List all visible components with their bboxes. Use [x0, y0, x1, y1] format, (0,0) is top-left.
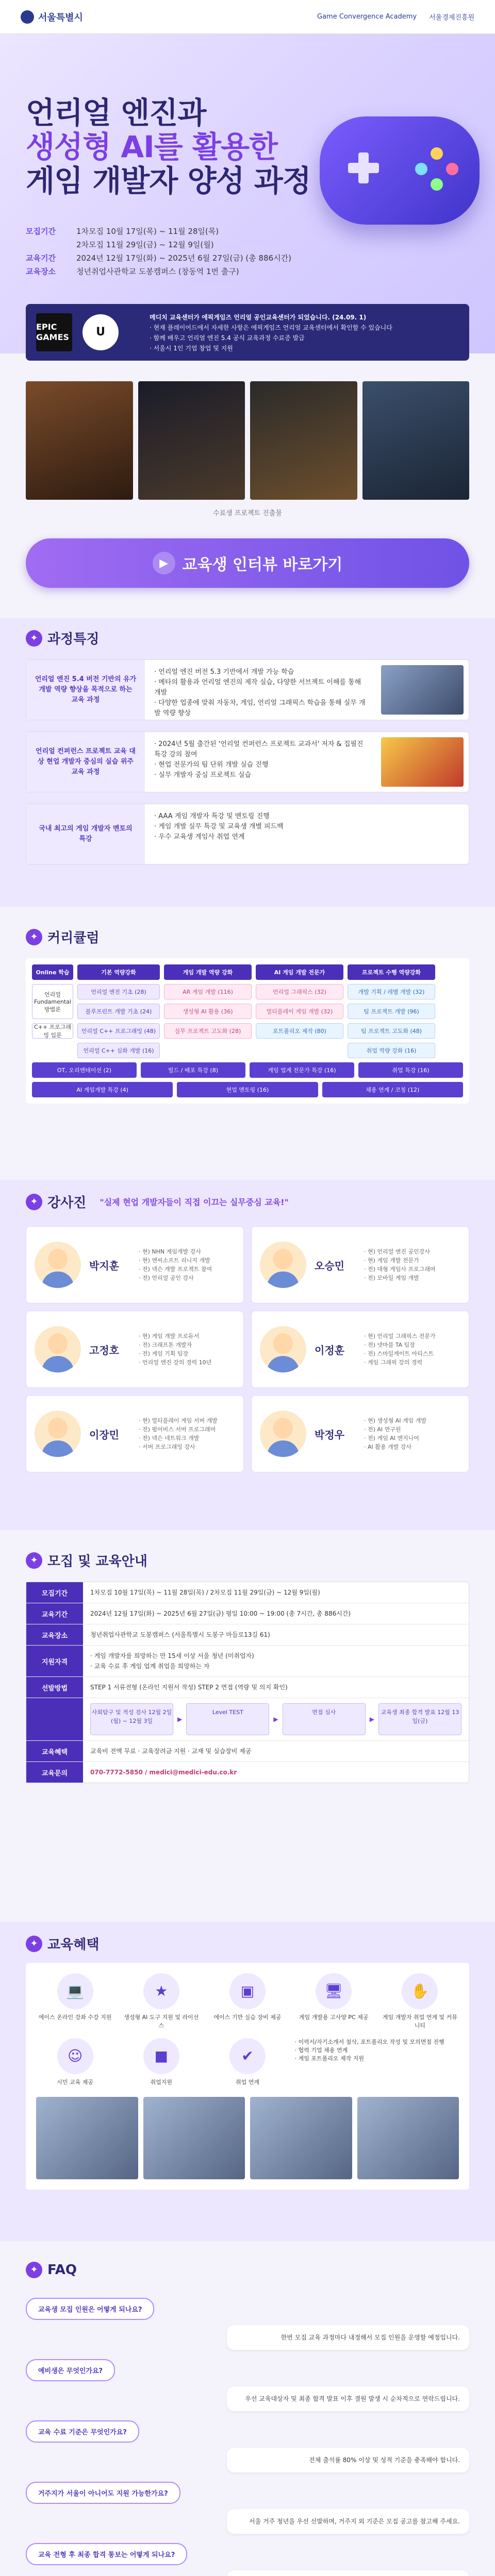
selection-step: 교육생 최종 합격 발표 12월 13일(금) — [378, 1703, 461, 1735]
classroom-photo — [36, 2097, 138, 2179]
instructor-career: · 현) NHN 게임개발 강사 · 현) 엔씨소프트 리니지 개발 · 전) 넥슨 개발 프로젝트 참여 · 전) 언리얼 공인 강사 — [139, 1248, 212, 1281]
benefits-title — [26, 1934, 99, 1953]
partner-logos — [317, 12, 474, 22]
seoul-emblem-icon — [21, 10, 34, 24]
recruit-value: 1차모집 10월 17일(목) ~ 11월 28일(목) / 2차모집 11월 29일(금) ~ 12월 9일(월) — [90, 1589, 320, 1596]
device-icon: ▣ — [229, 1973, 266, 2009]
academy-logo-text: Game Convergence Academy — [317, 13, 417, 21]
curriculum-bottom-row — [32, 1062, 463, 1078]
faq-answer: 한번 모집 교육 과정마다 내정해서 모집 인원을 운영할 예정입니다. — [227, 2325, 469, 2350]
project-poster[interactable] — [26, 381, 133, 500]
instructor-name: 이장민 — [89, 1428, 119, 1441]
controller-button-icon — [431, 178, 443, 191]
classroom-photo — [143, 2097, 245, 2179]
recruit-value: 2024년 12월 17일(화) ~ 2025년 6월 27일(금) 평일 10:00 ~ 19:00 (총 7시간, 총 886시간) — [90, 1610, 351, 1617]
faq-title — [26, 2262, 77, 2278]
benefit-note: · 이력서/자기소개서 첨삭, 포트폴리오 작성 및 모의면접 진행 · 협력 기업 채용 연계 · 게임 포트폴리오 제작 지원 — [294, 2039, 444, 2062]
arrow-icon: ▶ — [177, 1716, 183, 1723]
gallery-caption: 수료생 프로젝트 진출물 — [213, 510, 282, 517]
curriculum-table — [26, 958, 469, 1104]
recruit-title — [26, 1551, 147, 1570]
feature-row — [26, 732, 469, 792]
instructor-card — [26, 1395, 244, 1472]
recruit-key: 지원자격 — [26, 1646, 83, 1676]
benefit-label: 취업 연계 — [235, 2079, 259, 2086]
benefit-item — [208, 2038, 286, 2087]
benefits-section — [0, 1922, 495, 2241]
hero-title-line-3: 게임 개발자 양성 과정 — [26, 163, 311, 198]
curriculum-special: 채용 연계 / 코칭 (12) — [322, 1082, 463, 1097]
recruit-key: 교육혜택 — [26, 1741, 83, 1761]
faq-question[interactable]: 교육 수료 기준은 무엇인가요? — [26, 2420, 139, 2443]
curriculum-item: 취업 역량 강화 (16) — [348, 1043, 435, 1058]
instructor-avatar — [260, 1411, 306, 1457]
play-icon: ▶ — [153, 552, 175, 574]
instructor-avatar — [35, 1411, 81, 1457]
benefit-item — [36, 2038, 114, 2087]
classroom-photo — [250, 2097, 352, 2179]
curriculum-item: 언리얼 C++ 프로그래밍 (48) — [77, 1023, 160, 1039]
project-poster[interactable] — [362, 381, 470, 500]
recruit-key: 교육문의 — [26, 1762, 83, 1783]
feature-label: 언리얼 엔진 5.4 버전 기반의 유가 개발 역량 향상을 목적으로 하는 교육 과정 — [26, 660, 145, 720]
faq-question[interactable]: 교육 전형 후 최종 합격 통보는 어떻게 되나요? — [26, 2543, 187, 2565]
benefit-item — [122, 2038, 200, 2087]
info-key: 교육기간 — [26, 253, 56, 263]
instructor-card — [251, 1226, 469, 1303]
recruit-key: 교육기간 — [26, 1603, 83, 1624]
epic-games-logo: EPIC GAMES — [36, 313, 72, 351]
curriculum-item: AR 게임 개발 (116) — [164, 984, 252, 999]
recruit-key-spacer — [26, 1698, 83, 1740]
seoul-logo[interactable] — [21, 10, 83, 24]
recruit-table — [26, 1582, 469, 1783]
features-title-text: 과정특징 — [47, 632, 100, 647]
faq-answer: 전체 출석률 80% 이상 및 성적 기준을 충족해야 합니다. — [227, 2448, 469, 2472]
curriculum-head: 게임 개발 역량 강화 — [164, 964, 252, 980]
benefits-title-text: 교육혜택 — [47, 1937, 100, 1953]
recruit-value: 청년취업사관학교 도봉캠퍼스 (서울특별시 도봉구 마들로13길 61) — [90, 1631, 270, 1638]
info-key — [26, 238, 67, 251]
info-value: 2024년 12월 17일(화) ~ 2025년 6월 27일(금) (총 886시간) — [76, 253, 291, 263]
curriculum-head: 프로젝트 수행 역량강화 — [348, 964, 435, 980]
faq-item — [26, 2298, 469, 2350]
project-gallery — [26, 381, 469, 500]
recruit-value: 교육비 전액 무료 · 교육장려금 지원 · 교재 및 실습장비 제공 — [90, 1748, 252, 1755]
benefit-item — [208, 1973, 286, 2030]
benefit-label: 게임 개발용 고사양 PC 제공 — [299, 2014, 369, 2021]
feature-image — [381, 665, 464, 715]
faq-item — [26, 2359, 469, 2411]
instructor-card — [26, 1311, 244, 1388]
star-icon: ✦ — [26, 1552, 42, 1569]
faq-section — [0, 2257, 495, 2576]
info-value: 2차모집 11월 29일(금) ~ 12월 9일(월) — [76, 240, 214, 249]
check-icon: ✔ — [229, 2038, 266, 2074]
instructor-career: · 현) 생성형 AI 게임 개발 · 전) AI 연구원 · 전) 게임 AI 엔지니어 · AI 활용 개발 강사 — [364, 1417, 427, 1450]
curriculum-special: OT, 오리엔테이션 (2) — [32, 1062, 137, 1078]
curriculum-spacer — [32, 1043, 73, 1058]
instructor-card — [251, 1395, 469, 1472]
faq-answer: 서울 거주 청년을 우선 선발하며, 거주지 외 기준은 모집 공고를 참고해 주세요. — [227, 2509, 469, 2534]
feature-label: 국내 최고의 게임 개발자 멘토의 특강 — [26, 804, 145, 864]
info-value: 청년취업사관학교 도봉캠퍼스 (창동역 1번 출구) — [76, 267, 239, 276]
unreal-fundamental-badge: 언리얼 Fundamental 방법론 — [32, 984, 73, 1019]
features-section — [0, 618, 495, 907]
instructors-title-text: 강사진 — [47, 1195, 87, 1211]
recruit-key: 교육장소 — [26, 1624, 83, 1645]
feature-desc: · 2024년 5월 출간된 '언리얼 컨퍼런스 프로젝트 교과서' 저자 & 집필진 특강 강의 참여 · 현업 전문가의 팀 단위 개발 실습 진행 · 실무 개발자 중심 프로젝트 실습 — [154, 740, 364, 779]
star-icon: ✦ — [26, 630, 42, 647]
curriculum-special: AI 게임개발 특강 (4) — [32, 1082, 173, 1097]
curriculum-item: 언리얼 C++ 심화 개발 (16) — [77, 1043, 160, 1058]
curriculum-item: 생성형 AI 활용 (36) — [164, 1004, 252, 1019]
dpad-icon — [348, 152, 379, 183]
curriculum-title — [26, 927, 99, 946]
faq-question[interactable]: 거주지가 서울이 아니어도 지원 가능한가요? — [26, 2482, 180, 2504]
curriculum-special: 현업 멘토링 (16) — [177, 1082, 318, 1097]
curriculum-item: C++ 프로그래밍 입문 — [32, 1023, 73, 1039]
project-poster[interactable] — [250, 381, 357, 500]
faq-item — [26, 2482, 469, 2534]
curriculum-item: 팀 프로젝트 개발 (96) — [348, 1004, 435, 1019]
curriculum-spacer — [164, 1043, 252, 1058]
feature-desc: · 언리얼 엔진 버전 5.3 기반에서 개발 가능 학습 · 메타의 활용과 언리얼 엔진의 제작 실습, 다양한 서브젝트 이해를 통해 개발 · 다양한 업종에 맞춰 자동차, 게임, 언리얼 그래픽스 학습을 통해 실무 개발 역량 향상 — [154, 668, 366, 717]
instructors-subtitle: "실제 현업 개발자들이 직접 이끄는 실무중심 교육!" — [100, 1197, 289, 1207]
instructor-career: · 현) 게임 개발 프로듀서 · 전) 크래프톤 개발자 · 전) 게임 기획 팀장 · 언리얼 엔진 강의 경력 10년 — [139, 1333, 212, 1366]
instructor-name: 이정훈 — [315, 1344, 344, 1357]
contact-info[interactable]: 070-7772-5850 / medici@medici-edu.co.kr — [90, 1769, 237, 1776]
curriculum-title-text: 커리큘럼 — [47, 930, 100, 946]
faq-item — [26, 2543, 469, 2576]
recruit-key: 선발방법 — [26, 1677, 83, 1698]
info-value: 1차모집 10월 17일(목) ~ 11월 28일(목) — [76, 227, 219, 236]
benefit-item — [36, 1973, 114, 2030]
controller-button-icon — [431, 147, 443, 160]
classroom-photos — [36, 2097, 459, 2179]
curriculum-item: 언리얼 엔진 기초 (28) — [77, 984, 160, 999]
curriculum-head: AI 게임 개발 전문가 — [256, 964, 343, 980]
faq-answer: 우선 교육대상자 및 최종 합격 발표 이후 결원 발생 시 순차적으로 연락드립니다. — [227, 2386, 469, 2411]
instructor-avatar — [35, 1242, 81, 1288]
curriculum-special: 게임 업계 전문가 특강 (16) — [250, 1062, 354, 1078]
instructor-name: 오승민 — [315, 1259, 344, 1272]
benefit-item — [122, 1973, 200, 2030]
notice-text: · 서울시 1인 기업 창업 및 지원 — [150, 345, 233, 352]
seoul-logo-text: 서울특별시 — [38, 12, 83, 23]
instructor-career: · 현) 멀티플레이 게임 서버 개발 · 전) 펄어비스 서버 프로그래머 · 전) 넥슨 네트워크 개발 · 서버 프로그래밍 강사 — [139, 1417, 218, 1450]
benefit-label: 생성형 AI 도구 지원 및 라이선스 — [124, 2014, 199, 2029]
classroom-photo — [357, 2097, 459, 2179]
interview-shortcut-button[interactable] — [26, 538, 469, 588]
benefit-label: 에이스 온라인 강좌 수강 지원 — [38, 2014, 112, 2021]
star-icon: ✦ — [26, 1194, 42, 1210]
benefit-label: 에이스 기반 실습 장비 제공 — [213, 2014, 282, 2021]
star-icon: ✦ — [26, 1936, 42, 1952]
curriculum-item: 실무 프로젝트 고도화 (28) — [164, 1023, 252, 1039]
star-icon: ✦ — [26, 929, 42, 945]
star-icon: ✦ — [26, 2262, 42, 2278]
instructor-card — [26, 1226, 244, 1303]
instructor-name: 박지훈 — [89, 1259, 119, 1272]
notice-text: · 현재 플레이어드에서 자세한 사항은 에픽게임즈 언리얼 교육센터에서 확인할 수 있습니다 — [150, 324, 392, 331]
instructor-avatar — [35, 1326, 81, 1372]
selection-step: 사회탐구 및 적성 검사 12월 2일(월) ~ 12월 3일 — [90, 1703, 173, 1735]
recruit-title-text: 모집 및 교육안내 — [47, 1554, 147, 1569]
hero-title-line-2: 생성형 AI를 활용한 — [26, 129, 278, 164]
curriculum-section — [0, 922, 495, 1180]
curriculum-item: 개발 기획 / 레벨 개발 (32) — [348, 984, 435, 999]
info-key: 모집기간 — [26, 227, 56, 236]
recruit-value: · 게임 개발자를 희망하는 만 15세 이상 서울 청년 (미취업자) · 교육 수료 후 게임 업계 취업을 희망하는 자 — [90, 1652, 254, 1670]
feature-desc: · AAA 게임 개발자 특강 및 멘토링 진행 · 게임 개발 실무 특강 및 교육생 개별 피드백 · 우수 교육생 게임사 취업 연계 — [154, 812, 284, 841]
briefcase-icon: ■ — [143, 2038, 179, 2074]
people-icon: ☺ — [57, 2038, 93, 2074]
epic-notice-box — [26, 304, 469, 361]
features-title — [26, 629, 99, 648]
benefit-item — [381, 1973, 459, 2030]
arrow-icon: ▶ — [369, 1716, 374, 1723]
pc-icon: 🖥 — [316, 1973, 352, 2009]
instructor-card — [251, 1311, 469, 1388]
feature-row — [26, 659, 469, 720]
instructor-grid — [26, 1226, 469, 1472]
curriculum-spacer — [256, 1043, 343, 1058]
interview-shortcut-label: 교육생 인터뷰 바로가기 — [182, 556, 343, 574]
instructor-name: 박정우 — [315, 1428, 344, 1441]
selection-steps — [83, 1698, 469, 1740]
benefit-label: 시민 교육 제공 — [57, 2079, 93, 2086]
top-bar — [0, 0, 495, 34]
curriculum-special: 취업 특강 (16) — [358, 1062, 463, 1078]
faq-title-text: FAQ — [47, 2262, 77, 2278]
curriculum-item: 팀 프로젝트 고도화 (48) — [348, 1023, 435, 1039]
instructor-career: · 현) 언리얼 그래픽스 전문가 · 전) 넷마블 TA 팀장 · 전) 스마일게이트 아티스트 · 게임 그래픽 강의 경력 — [364, 1333, 436, 1366]
arrow-icon: ▶ — [273, 1716, 278, 1723]
curriculum-head: 기본 역량강화 — [77, 964, 160, 980]
instructor-avatar — [260, 1326, 306, 1372]
feature-image — [381, 737, 464, 787]
curriculum-item: 포트폴리오 제작 (80) — [256, 1023, 343, 1039]
curriculum-item: 멀티플레이 게임 개발 (32) — [256, 1004, 343, 1019]
controller-button-icon — [415, 163, 427, 175]
instructors-section — [0, 1180, 495, 1530]
faq-question[interactable]: 교육생 모집 인원은 어떻게 되나요? — [26, 2298, 154, 2320]
laptop-icon: 💻 — [57, 1973, 93, 2009]
benefit-label: 취업지원 — [150, 2079, 173, 2086]
controller-button-icon — [446, 163, 458, 175]
curriculum-item: 블루프린트 개발 기초 (24) — [77, 1004, 160, 1019]
curriculum-bottom-row — [32, 1082, 463, 1097]
faq-list — [26, 2298, 469, 2576]
feature-label: 언리얼 컨퍼런스 프로젝트 교육 대상 현업 개발자 중심의 실습 위주 교육 과정 — [26, 732, 145, 792]
hero-title — [26, 96, 311, 198]
project-poster[interactable] — [138, 381, 245, 500]
sba-logo-text: 서울경제진흥원 — [429, 14, 474, 22]
hero-info — [26, 225, 291, 278]
faq-answer — [227, 2570, 469, 2576]
benefit-item — [295, 1973, 373, 2030]
info-key: 교육장소 — [26, 267, 56, 276]
faq-item — [26, 2420, 469, 2472]
curriculum-head: Online 학습 — [32, 964, 73, 980]
recruit-value: STEP 1 서류전형 (온라인 지원서 작성) STEP 2 면접 (역량 및 의지 확인) — [90, 1684, 288, 1691]
unreal-engine-logo: U — [82, 314, 119, 350]
recruit-section — [0, 1546, 495, 1906]
faq-question[interactable]: 예비생은 무엇인가요? — [26, 2359, 115, 2381]
instructor-avatar — [260, 1242, 306, 1288]
instructors-title — [26, 1192, 289, 1211]
benefits-panel — [26, 1963, 469, 2190]
curriculum-special: 빌드 / 배포 특강 (8) — [141, 1062, 245, 1078]
selection-step: 면접 심사 — [283, 1703, 366, 1735]
handshake-icon: ✋ — [402, 1973, 438, 2009]
curriculum-item: 언리얼 그래픽스 (32) — [256, 984, 343, 999]
benefit-label: 게임 개발자 취업 연계 및 커뮤니티 — [382, 2014, 457, 2029]
game-controller-icon — [320, 116, 480, 225]
notice-text: · 함께 배우고 언리얼 엔진 5.4 공식 교육과정 수료증 발급 — [150, 334, 305, 342]
notice-text: 메디치 교육센터가 에픽게임즈 언리얼 공인교육센터가 되었습니다. (24.09. 1) — [150, 314, 367, 321]
feature-row — [26, 804, 469, 865]
instructor-career: · 현) 언리얼 엔진 공인강사 · 현) 게임 개발 전문가 · 전) 대형 게임사 프로그래머 · 전) 모바일 게임 개발 — [364, 1248, 436, 1281]
instructor-name: 고정호 — [89, 1344, 119, 1357]
selection-step: Level TEST — [186, 1703, 269, 1735]
recruit-key: 모집기간 — [26, 1582, 83, 1603]
hero-title-line-1: 언리얼 엔진과 — [26, 95, 206, 130]
ai-icon: ★ — [143, 1973, 179, 2009]
